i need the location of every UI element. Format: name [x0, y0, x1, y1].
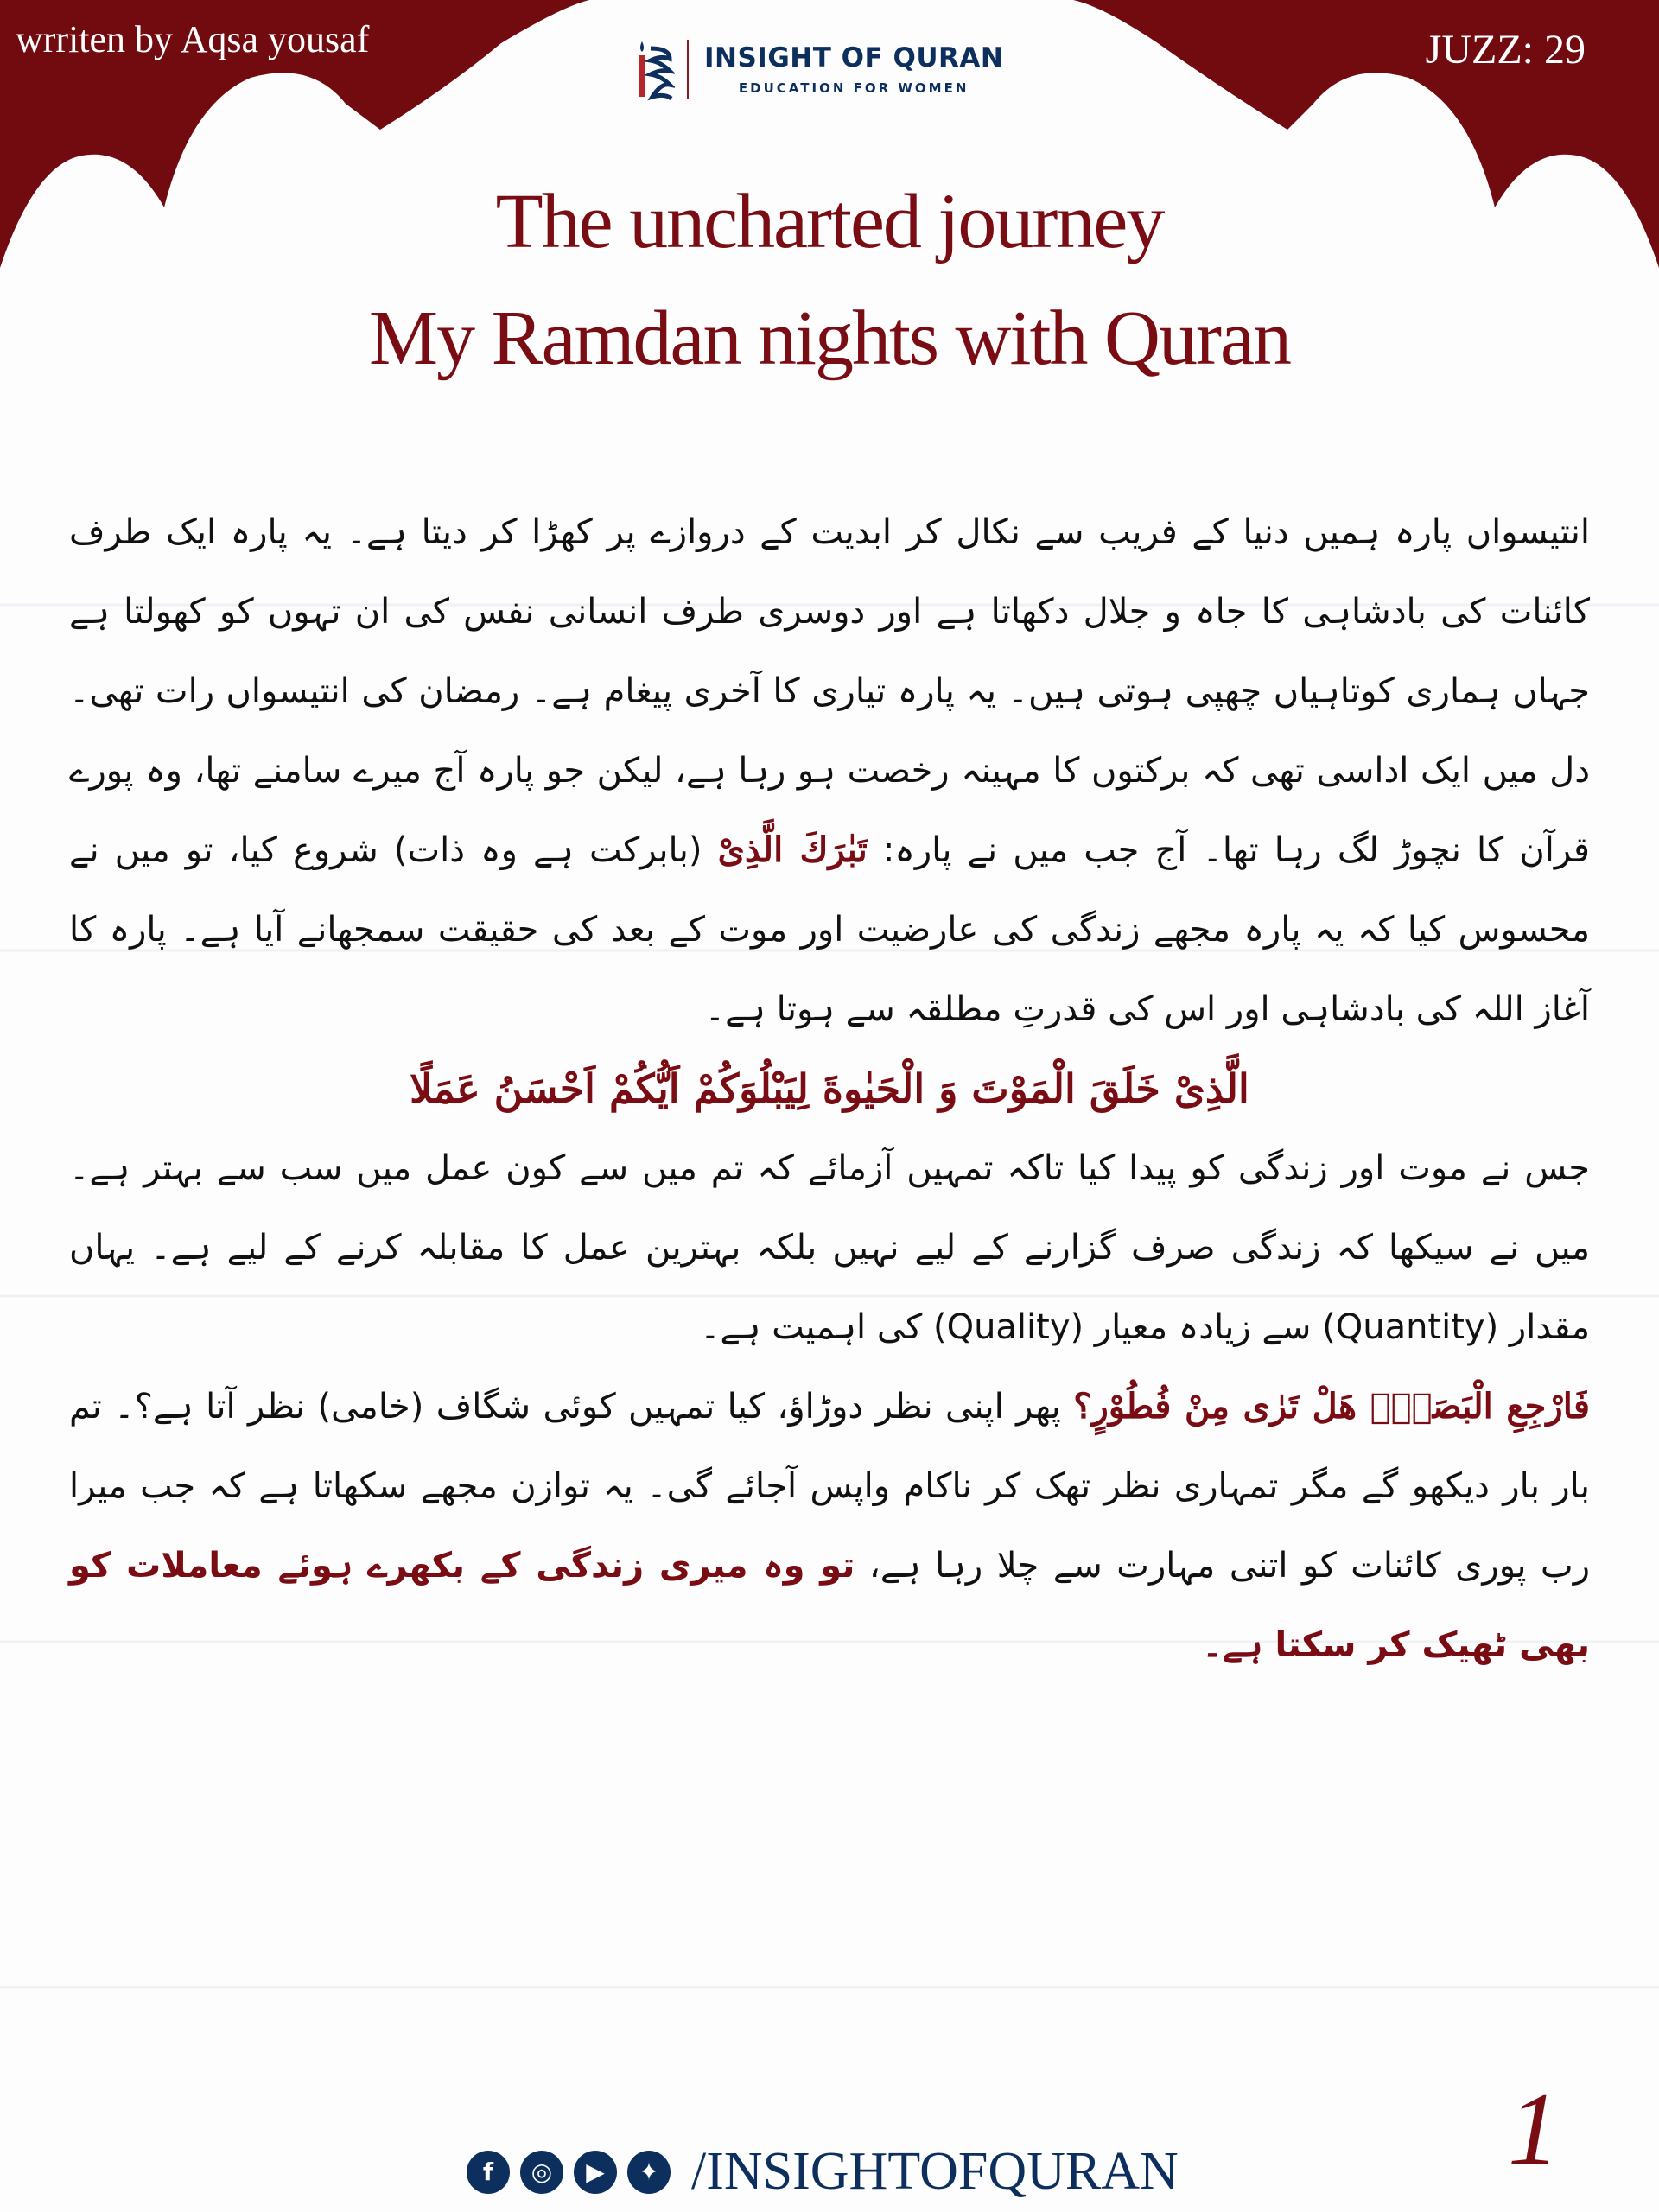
title-line-1: The uncharted journey	[495, 179, 1164, 264]
logo	[635, 35, 1024, 104]
paragraph-reflection	[69, 1367, 1590, 1685]
body-line: ہے جہاں ہماری کوتاہیاں چھپی ہوتی ہیں۔ یہ پارہ تیاری کا آخری پیغام ہے۔ رمضان کی انتیسواں رات	[69, 592, 1590, 711]
quran-phrase: تَبٰرَكَ الَّذِیْ	[717, 830, 868, 870]
paragraph-ayah-meaning	[69, 1128, 1590, 1367]
body-line: جس نے موت اور زندگی کو پیدا کیا تاکہ تمہیں آزمائے کہ تم میں سے کون عمل میں سب سے بہتر	[143, 1148, 1590, 1188]
body-line: تھی۔ دل میں ایک اداسی تھی کہ برکتوں کا مہینہ رخصت ہو رہا ہے، لیکن جو پارہ آج میرے سامنے	[69, 671, 1591, 791]
body-text: تھا، وہ پورے قرآن کا نچوڑ لگ رہا تھا۔ آج جب میں نے پارہ:	[69, 751, 1591, 870]
highlighted-text: تو وہ میری زندگی کے بکھرے	[367, 1546, 855, 1586]
body-line: شروع کیا، تو میں نے محسوس کیا کہ یہ پارہ مجھے زندگی کی عارضیت اور موت کے بعد کی حقیقت	[69, 830, 1591, 950]
quran-ayah: فَارْجِعِ الْبَصَرَۙ هَلْ تَرٰى مِنْ فُطُوْرٍ؟	[1073, 1386, 1591, 1427]
body-line: آتا ہے؟۔ تم بار بار دیکھو گے مگر تمہاری نظر تھک کر ناکام واپس آجائے گی۔ یہ توازن مجھے سکھاتا	[69, 1387, 1591, 1506]
body-line: انتیسواں پارہ ہمیں دنیا کے فریب سے نکال کر ابدیت کے دروازے پر کھڑا کر دیتا ہے۔ یہ پارہ ایک	[166, 512, 1590, 552]
body-text: پھر اپنی نظر دوڑاؤ، کیا تمہیں کوئی شگاف (خامی) نظر	[248, 1387, 1061, 1427]
title-line-2: My Ramdan nights with Quran	[369, 296, 1290, 381]
facebook-icon[interactable]: f	[467, 2151, 510, 2194]
paragraph-intro	[69, 493, 1590, 1049]
logo-title: INSIGHT OF QURAN	[704, 42, 1004, 73]
body-line: ہے۔ میں نے سیکھا کہ زندگی صرف گزارنے کے لیے نہیں بلکہ بہترین عمل کا مقابلہ کرنے کے	[69, 1148, 1590, 1268]
logo-mark-icon	[635, 36, 675, 102]
article-body	[69, 493, 1590, 1685]
body-text: ہے کہ جب میرا رب پوری کائنات کو اتنی مہارت سے چلا رہا ہے،	[69, 1466, 1591, 1586]
body-text: (بابرکت ہے وہ ذات)	[393, 830, 702, 870]
youtube-icon[interactable]: ▶	[574, 2151, 617, 2194]
juzz-number: JUZZ: 29	[1425, 27, 1586, 73]
social-handle[interactable]: /INSIGHTOFQURAN	[691, 2142, 1179, 2201]
instagram-icon[interactable]: ◎	[520, 2151, 563, 2194]
quran-ayah: الَّذِیْ خَلَقَ الْمَوْتَ وَ الْحَیٰوةَ لِیَبْلُوَكُمْ اَیُّكُمْ اَحْسَنُ عَمَلًا	[410, 1065, 1249, 1112]
highlighted-text: ہوئے معاملات کو بھی ٹھیک کر سکتا ہے۔	[69, 1546, 1590, 1665]
logo-subtitle: EDUCATION FOR WOMEN	[738, 80, 969, 96]
social-footer	[467, 2141, 1179, 2202]
twitter-icon[interactable]: ✦	[627, 2151, 671, 2194]
logo-divider	[687, 40, 689, 99]
body-line: طرف کائنات کی بادشاہی کا جاہ و جلال دکھاتا ہے اور دوسری طرف انسانی نفس کی ان تہوں کو کھولتا	[69, 512, 1590, 632]
body-line: سمجھانے آیا ہے۔ پارہ کا آغاز اللہ کی بادشاہی اور اس کی قدرتِ مطلقہ سے ہوتا ہے۔	[69, 910, 1590, 1029]
body-line: لیے ہے۔ یہاں مقدار (Quantity) سے زیادہ معیار (Quality) کی اہمیت ہے۔	[69, 1228, 1590, 1347]
author-credit: wrriten by Aqsa yousaf	[16, 18, 370, 60]
page-number: 1	[1508, 2071, 1560, 2186]
